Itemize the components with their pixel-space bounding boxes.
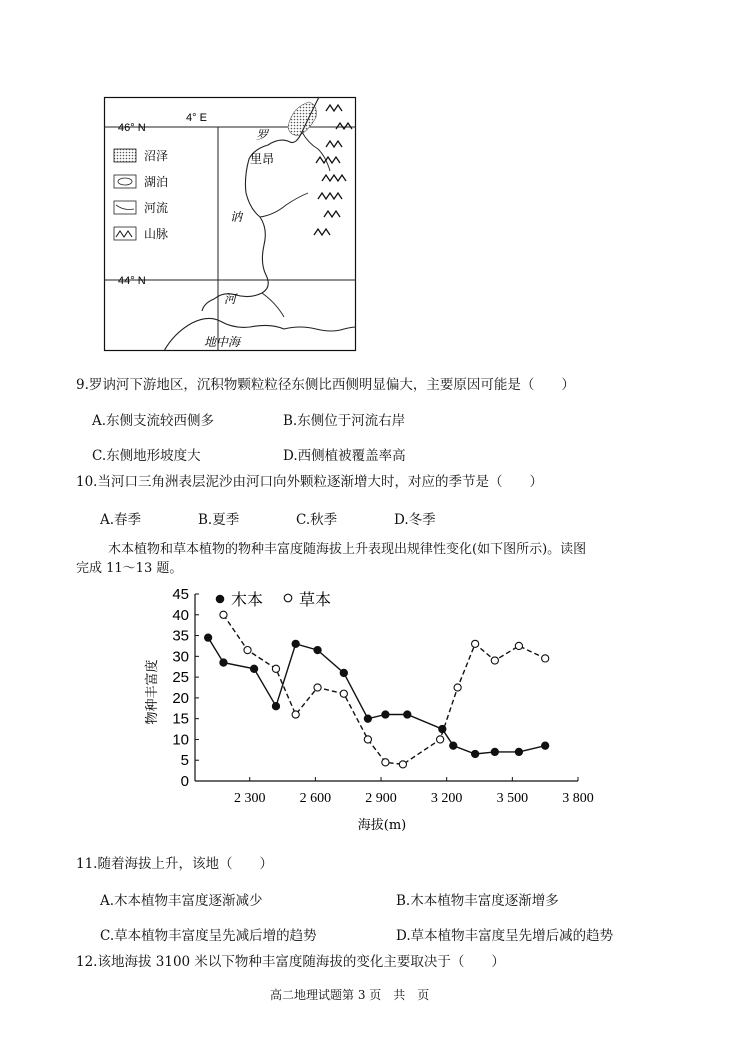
y-tick-label: 0 — [180, 773, 189, 790]
herb-point — [382, 759, 389, 766]
herb-point — [220, 611, 227, 618]
woody-point — [220, 659, 227, 666]
q11-option-c: C.草本植物丰富度呈先减后增的趋势 — [100, 928, 317, 944]
intro-line-1: 木本植物和草本植物的物种丰富度随海拔上升表现出规律性变化(如下图所示)。读图 — [108, 542, 587, 557]
woody-point — [382, 711, 389, 718]
y-tick-label: 35 — [172, 627, 189, 645]
lat-46-label: 46° N — [118, 122, 146, 134]
intro-line-2: 完成 11～13 题。 — [76, 561, 183, 576]
woody-point — [364, 715, 371, 722]
chart-x-axis-label: 海拔(m) — [357, 818, 407, 833]
legend-herb-label: 草本 — [299, 590, 332, 609]
woody-point — [515, 748, 522, 755]
q11-option-a: A.木本植物丰富度逐渐减少 — [100, 893, 263, 909]
q11-option-d: D.草本植物丰富度呈先增后减的趋势 — [396, 928, 614, 944]
series-line-woody — [208, 638, 545, 754]
question-12: 12.该地海拔 3100 米以下物种丰富度随海拔的变化主要取决于（ ） — [76, 954, 505, 970]
herb-point — [472, 640, 479, 647]
river-label-1: 罗 — [256, 128, 269, 142]
woody-point — [250, 665, 257, 672]
city-lyon: 里昂 — [250, 152, 275, 166]
woody-point — [542, 742, 549, 749]
x-tick-label: 2 900 — [365, 791, 397, 806]
woody-point — [472, 750, 479, 757]
question-9: 9.罗讷河下游地区，沉积物颗粒粒径东侧比西侧明显偏大，主要原因可能是（ ） — [76, 377, 575, 393]
y-tick-label: 10 — [172, 731, 189, 749]
y-tick-label: 45 — [172, 586, 189, 603]
q9-option-c: C.东侧地形坡度大 — [92, 448, 201, 464]
q10-option-d: D.冬季 — [394, 512, 436, 528]
question-11: 11.随着海拔上升，该地（ ） — [76, 856, 273, 872]
legend-river: 河流 — [144, 201, 169, 215]
herb-point — [244, 647, 251, 654]
woody-point — [491, 748, 498, 755]
legend-marsh: 沼泽 — [144, 149, 169, 163]
herb-point — [272, 665, 279, 672]
legend-lake: 湖泊 — [144, 175, 169, 189]
series-line-herb — [223, 615, 545, 765]
y-tick-label: 40 — [172, 606, 189, 624]
herb-point — [542, 655, 549, 662]
woody-point — [340, 669, 347, 676]
herb-point — [399, 761, 406, 768]
q9-option-d: D.西侧植被覆盖率高 — [283, 448, 406, 464]
river-label-2: 讷 — [230, 210, 243, 224]
herb-point — [454, 684, 461, 691]
woody-point — [205, 634, 212, 641]
y-tick-label: 25 — [172, 669, 189, 687]
lon-4-label: 4° E — [186, 112, 207, 124]
y-tick-label: 5 — [180, 752, 189, 770]
legend-woody-label: 木本 — [231, 590, 264, 609]
q9-option-b: B.东侧位于河流右岸 — [283, 413, 406, 429]
x-tick-label: 2 600 — [299, 791, 332, 806]
herb-point — [437, 736, 444, 743]
woody-point — [404, 711, 411, 718]
q10-option-a: A.春季 — [100, 512, 142, 528]
question-10: 10.当河口三角洲表层泥沙由河口向外颗粒逐渐增大时，对应的季节是（ ） — [76, 474, 543, 490]
legend-mountain: 山脉 — [144, 227, 169, 241]
q10-option-b: B.夏季 — [198, 512, 240, 528]
x-tick-label: 2 300 — [233, 791, 266, 806]
river-label-3: 河 — [224, 292, 237, 306]
herb-point — [491, 657, 498, 664]
woody-point — [272, 703, 279, 710]
y-tick-label: 15 — [172, 710, 189, 728]
herb-point — [292, 711, 299, 718]
herb-point — [515, 642, 522, 649]
y-tick-label: 20 — [172, 689, 189, 707]
lat-44-label: 44° N — [118, 275, 146, 287]
sea-label: 地中海 — [204, 335, 241, 349]
x-tick-label: 3 800 — [562, 791, 594, 806]
q10-option-c: C.秋季 — [296, 512, 338, 528]
x-tick-label: 3 200 — [430, 791, 463, 806]
chart-y-axis-label: 物种丰富度 — [145, 659, 160, 725]
x-tick-label: 3 500 — [496, 791, 529, 806]
woody-point — [450, 742, 457, 749]
legend-woody-marker — [216, 595, 224, 603]
q9-option-a: A.东侧支流较西侧多 — [92, 413, 215, 429]
q11-option-b: B.木本植物丰富度逐渐增多 — [396, 893, 559, 909]
y-tick-label: 30 — [172, 648, 189, 666]
species-richness-chart — [145, 582, 594, 837]
woody-point — [314, 647, 321, 654]
rhone-map — [104, 97, 356, 351]
herb-point — [364, 736, 371, 743]
herb-point — [314, 684, 321, 691]
page-footer: 高二地理试题第 3 页 共 页 — [270, 988, 430, 1002]
woody-point — [292, 640, 299, 647]
herb-point — [340, 690, 347, 697]
legend-herb-marker — [284, 594, 292, 602]
